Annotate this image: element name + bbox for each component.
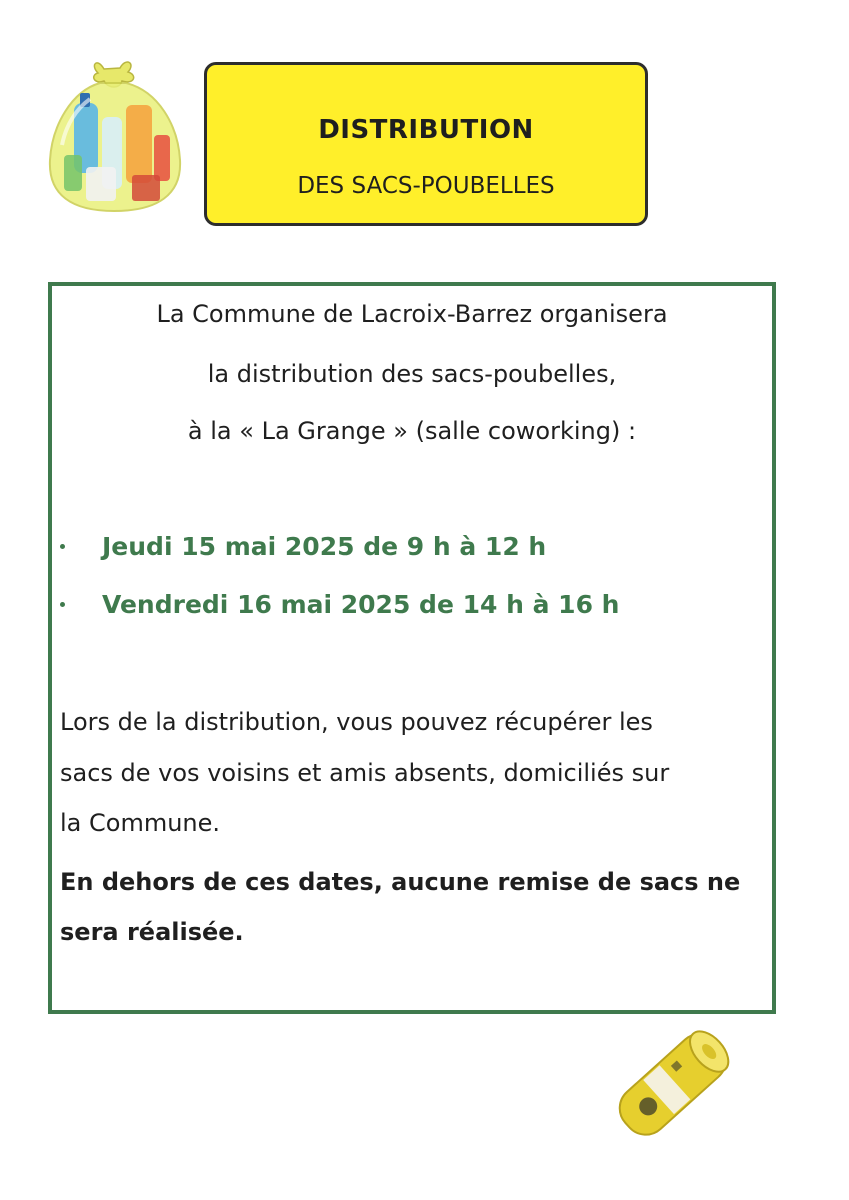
warning-line-1: En dehors de ces dates, aucune remise de sacs ne [60,868,741,896]
date-item-2 [52,590,772,630]
info-line-1: Lors de la distribution, vous pouvez récupérer les [60,708,653,736]
date-item-1 [52,532,772,572]
intro-line-3: à la « La Grange » (salle coworking) : [187,417,637,445]
info-line-3: la Commune. [60,809,221,837]
bag-roll-image [600,1020,745,1150]
intro-line-2: la distribution des sacs-poubelles, [207,360,617,388]
date-text-2: Vendredi 16 mai 2025 de 14 h à 16 h [102,590,620,619]
warning-line-2: sera réalisée. [60,918,244,946]
header-title: DISTRIBUTION [318,115,534,145]
header-banner [204,62,648,226]
trash-bag-image [42,55,187,215]
info-line-2: sacs de vos voisins et amis absents, domiciliés sur [60,759,670,787]
bullet-icon [60,602,65,607]
announcement-frame [48,282,776,1014]
date-text-1: Jeudi 15 mai 2025 de 9 h à 12 h [102,532,547,561]
intro-line-1: La Commune de Lacroix-Barrez organisera [156,300,668,328]
header-subtitle: DES SACS-POUBELLES [297,173,555,199]
bullet-icon [60,544,65,549]
